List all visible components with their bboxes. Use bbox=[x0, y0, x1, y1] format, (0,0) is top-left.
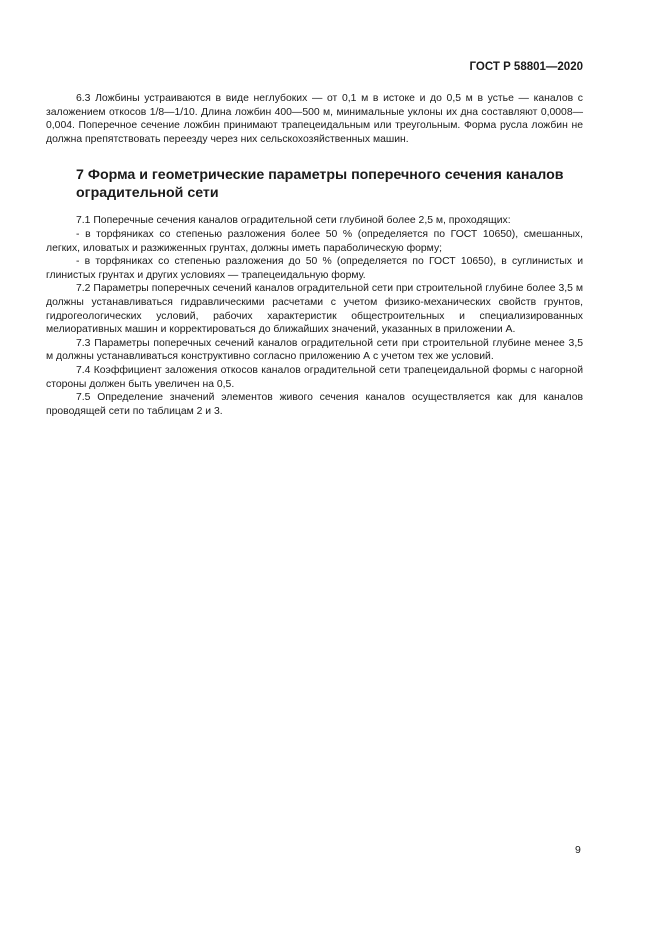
paragraph-7-5: 7.5 Определение значений элементов живого сечения каналов осуществляется как для каналов проводящей сети по таблицам 2 и 3. bbox=[46, 392, 583, 417]
page-content bbox=[46, 92, 583, 418]
list-item-7-1-b: - в торфяниках со степенью разложения до 50 % (определяется по ГОСТ 10650), в суглинистых и глинистых грунтах и других условиях — трапецеидальную форму. bbox=[46, 256, 583, 281]
section-7-heading: 7 Форма и геометрические параметры поперечного сечения каналов оградительной сети bbox=[76, 167, 564, 202]
page-number: 9 bbox=[575, 844, 581, 856]
paragraph-7-4: 7.4 Коэффициент заложения откосов каналов оградительной сети трапецеидальной формы с нагорной стороны должен быть увеличен на 0,5. bbox=[46, 364, 583, 390]
paragraph-6-3: 6.3 Ложбины устраиваются в виде неглубоких — от 0,1 м в истоке и до 0,5 м в устье — каналов с заложением откосов 1/8—1/10. Длина ложбин 400—500 м, минимальные уклоны их дна составляют 0,0008—0,004. Поперечное сечение ложбин принимают трапецеидальным или треугольным. Форма русла ложбин не должна препятствовать переезду через них сельскохозяйственных машин. bbox=[46, 93, 583, 145]
paragraph-7-3: 7.3 Параметры поперечных сечений каналов оградительной сети при строительной глубине менее 3,5 м должны устанавливаться конструктивно согласно приложению А с учетом тех же условий. bbox=[46, 337, 583, 363]
paragraph-7-1: 7.1 Поперечные сечения каналов оградительной сети глубиной более 2,5 м, проходящих: bbox=[76, 215, 511, 227]
paragraph-7-2: 7.2 Параметры поперечных сечений каналов оградительной сети при строительной глубине более 3,5 м должны устанавливаться гидравлическими расчетами с учетом физико-механических свойств грунтов, гидрогеологических условий, рабочих характеристик общестроительных и специализированных мелиоративных машин и корректироваться до ближайших значений, указанных в приложении А. bbox=[46, 283, 583, 336]
document-code: ГОСТ Р 58801—2020 bbox=[469, 61, 583, 73]
list-item-7-1-a: - в торфяниках со степенью разложения более 50 % (определяется по ГОСТ 10650), смешанных, легких, иловатых и разжиженных грунтах, должны иметь параболическую форму; bbox=[46, 228, 583, 254]
